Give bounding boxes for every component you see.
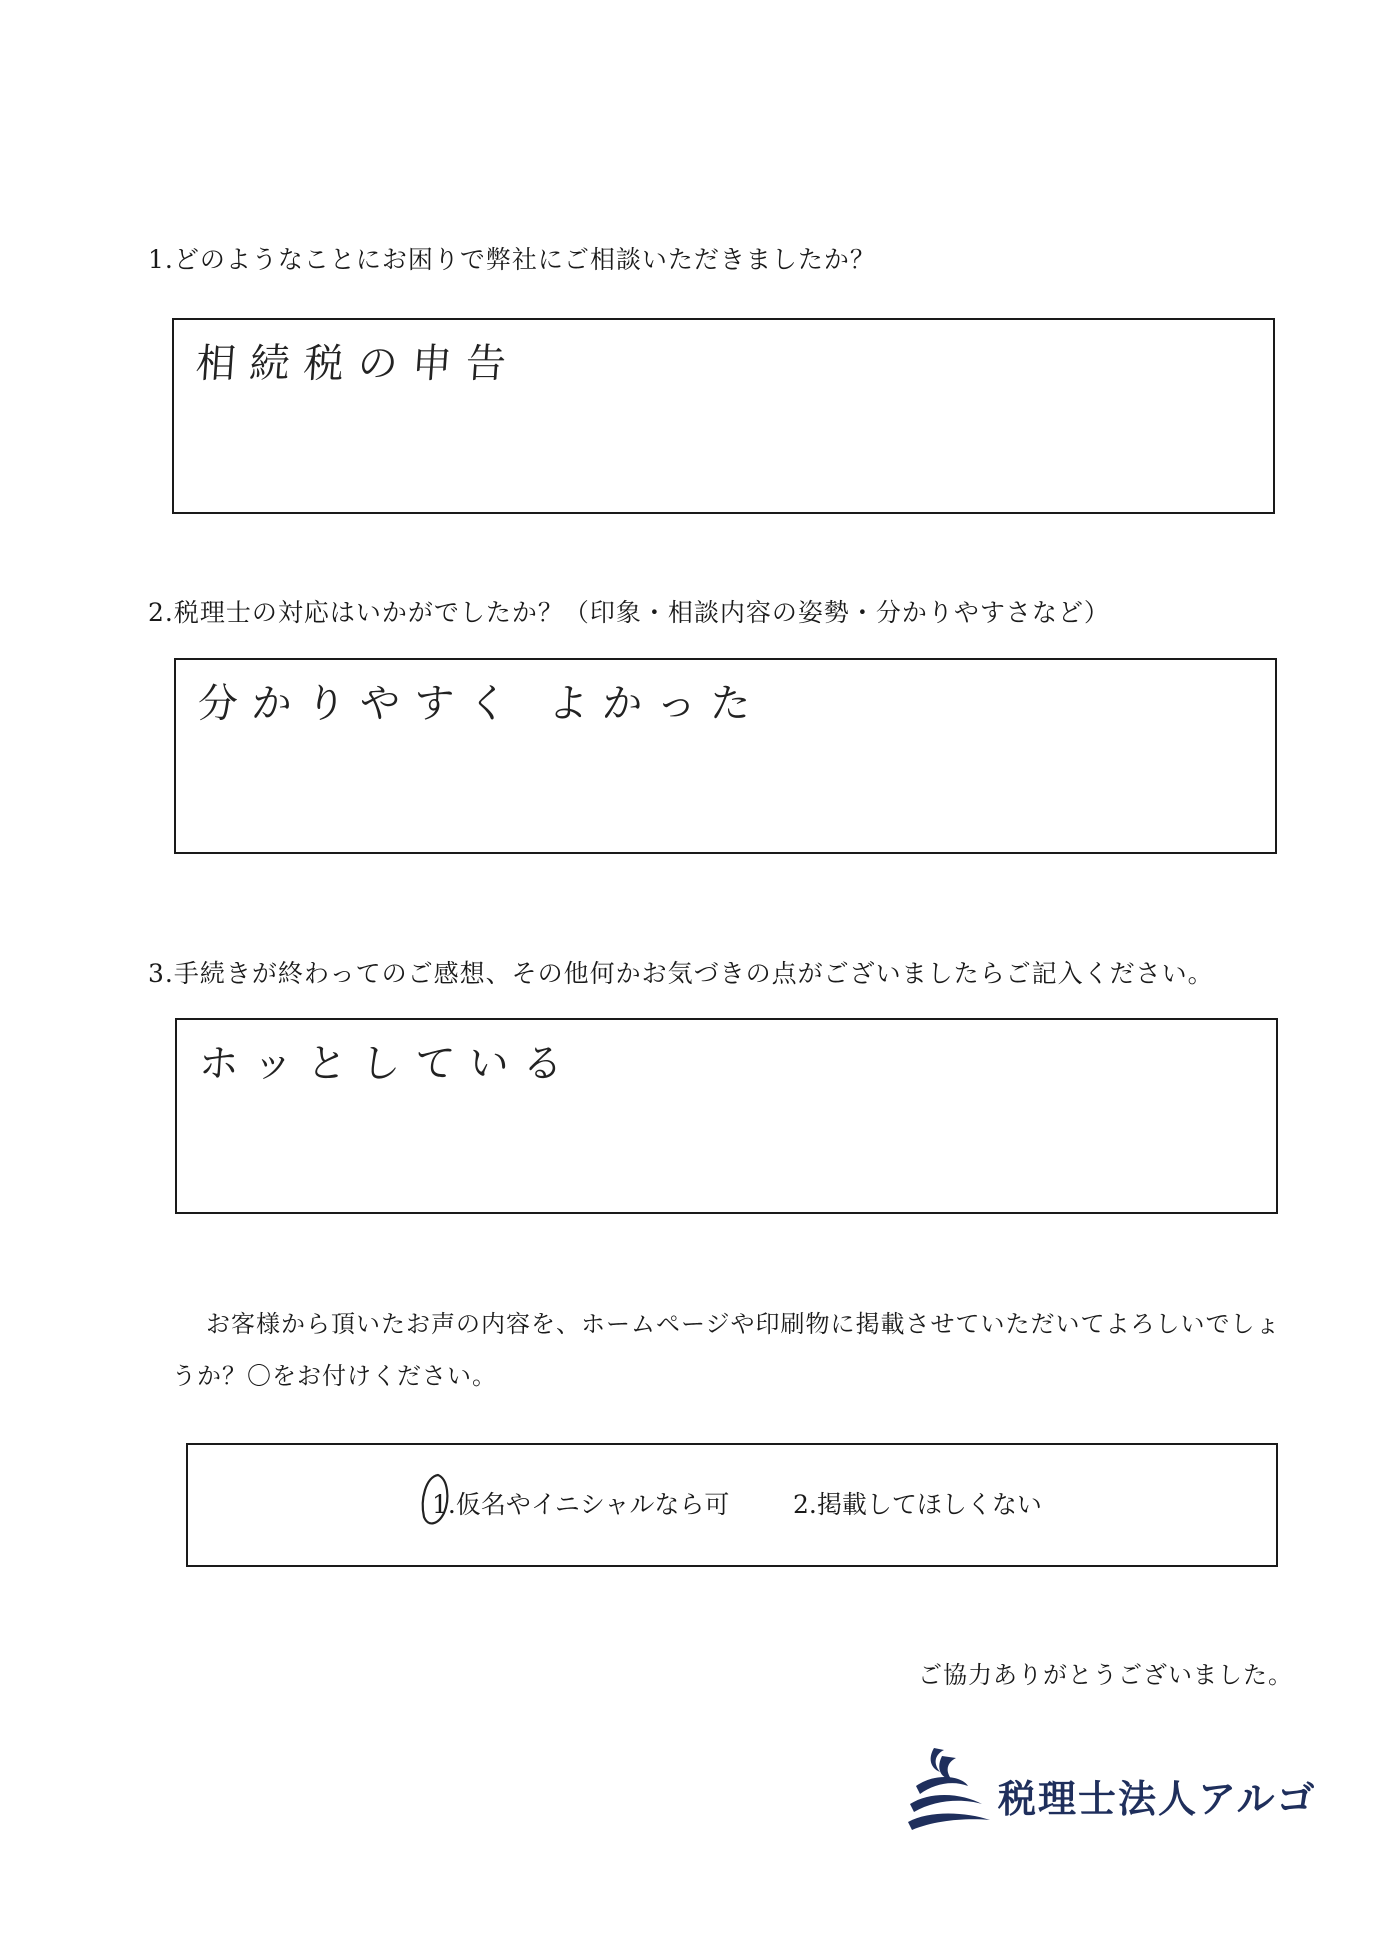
answer-box-1[interactable]: [172, 318, 1275, 514]
company-logo: [906, 1742, 1317, 1842]
consent-note-line-2: うか？〇をお付けください。: [172, 1362, 497, 1390]
consent-note: [172, 1298, 1302, 1402]
answer-box-3[interactable]: [175, 1018, 1278, 1214]
answer-2-handwritten: 分かりやすく よかった: [196, 681, 767, 727]
consent-option-1[interactable]: 1.仮名やイニシャルなら可: [432, 1490, 730, 1519]
consent-note-line-1: お客様から頂いたお声の内容を、ホームページや印刷物に掲載させていただいてよろしいでしょ: [206, 1310, 1281, 1338]
consent-option-2[interactable]: 2.掲載してほしくない: [793, 1490, 1042, 1519]
question-3-label: 3.手続きが終わってのご感想、その他何かお気づきの点がございましたらご記入ください。: [148, 959, 1214, 988]
thanks-message: ご協力ありがとうございました。: [918, 1661, 1293, 1689]
answer-1-handwritten: 相続税の申告: [194, 341, 522, 387]
answer-box-2[interactable]: [174, 658, 1277, 854]
wave-sail-logo-icon: [906, 1742, 992, 1832]
answer-3-handwritten: ホッとしている: [197, 1041, 579, 1087]
question-2-label: 2.税理士の対応はいかがでしたか？（印象・相談内容の姿勢・分かりやすさなど）: [148, 598, 1110, 627]
question-1-label: 1.どのようなことにお困りで弊社にご相談いただきましたか？: [148, 245, 876, 274]
consent-options-box: [186, 1443, 1278, 1567]
company-name: 税理士法人アルゴ: [998, 1777, 1317, 1821]
